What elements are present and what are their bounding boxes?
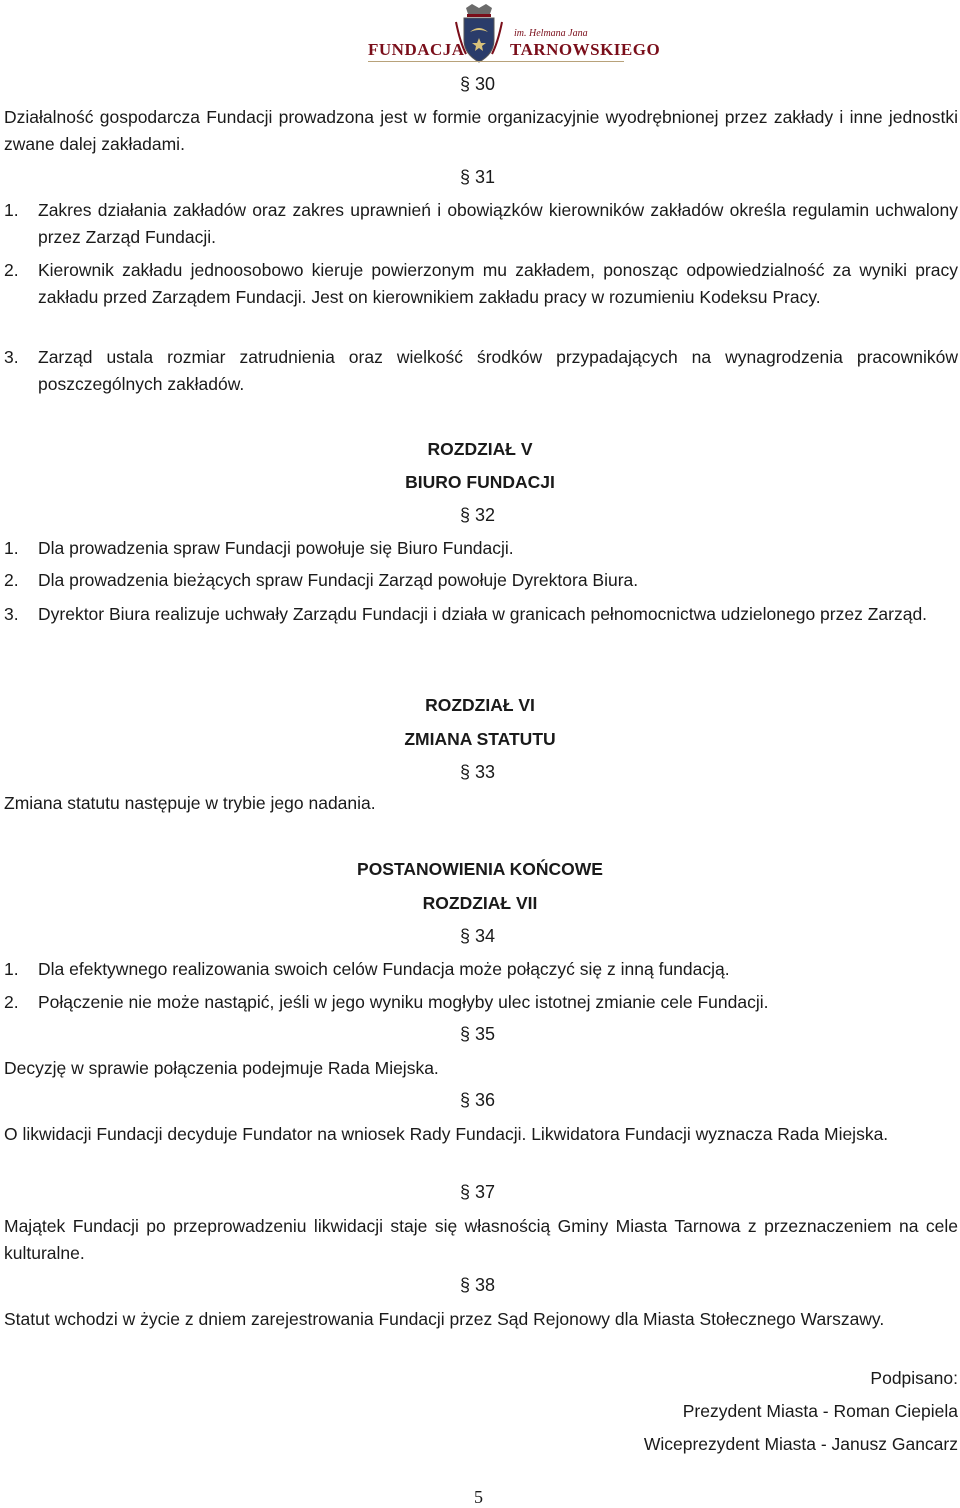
section-35-heading: § 35 xyxy=(460,1024,496,1044)
section-32-item-1 xyxy=(4,535,958,562)
section-37-heading: § 37 xyxy=(460,1182,496,1202)
logo-subtitle: im. Helmana Jana xyxy=(514,28,588,39)
signature-vice-president: Wiceprezydent Miasta - Janusz Gancarz xyxy=(643,1434,958,1454)
item-text: Zakres działania zakładów oraz zakres uprawnień i obowiązków kierowników zakładów określa regulamin uchwalony przez Zarząd Fundacji. xyxy=(38,200,958,247)
section-30-heading: § 30 xyxy=(460,74,496,94)
section-34-item-2 xyxy=(4,989,958,1016)
section-31-heading: § 31 xyxy=(460,167,496,187)
logo-fundacja-text: FUNDACJA xyxy=(368,40,465,59)
section-33-text: Zmiana statutu następuje w trybie jego nadania. xyxy=(4,793,376,813)
page-number: 5 xyxy=(474,1487,483,1507)
chapter-7-title: POSTANOWIENIA KOŃCOWE xyxy=(357,859,603,879)
section-32-item-3 xyxy=(4,601,958,628)
header xyxy=(0,0,960,70)
logo-divider xyxy=(368,61,624,62)
section-36-text: O likwidacji Fundacji decyduje Fundator na wniosek Rady Fundacji. Likwidatora Fundacji wyznacza Rada Miejska. xyxy=(4,1124,889,1144)
item-number: 2. xyxy=(4,570,19,590)
item-text: Kierownik zakładu jednoosobowo kieruje powierzonym mu zakładem, ponosząc odpowiedzialność za wyniki pracy zakładu przed Zarządem Fundacji. Jest on kierownikiem zakładu pracy w rozumieniu Kodeksu Pracy. xyxy=(38,260,958,307)
item-number: 3. xyxy=(4,604,19,624)
section-33-heading: § 33 xyxy=(460,762,496,782)
section-35-text: Decyzję w sprawie połączenia podejmuje Rada Miejska. xyxy=(4,1058,439,1078)
item-text: Zarząd ustala rozmiar zatrudnienia oraz wielkość środków przypadających na wynagrodzenia pracowników poszczególnych zakładów. xyxy=(38,347,958,394)
logo-tarnowskiego-text: TARNOWSKIEGO xyxy=(510,40,661,59)
item-number: 3. xyxy=(4,347,19,367)
item-text: Dla efektywnego realizowania swoich celów Fundacja może połączyć się z inną fundacją. xyxy=(38,959,730,979)
signature-president: Prezydent Miasta - Roman Ciepiela xyxy=(682,1401,958,1421)
item-number: 1. xyxy=(4,200,19,220)
item-number: 1. xyxy=(4,959,19,979)
chapter-6-subtitle: ZMIANA STATUTU xyxy=(404,729,556,749)
item-number: 2. xyxy=(4,992,19,1012)
chapter-5-subtitle: BIURO FUNDACJI xyxy=(405,472,555,492)
item-text: Dyrektor Biura realizuje uchwały Zarządu Fundacji i działa w granicach pełnomocnictwa udzielonego przez Zarząd. xyxy=(38,604,928,624)
section-32-item-2 xyxy=(4,567,958,594)
section-37-text: Majątek Fundacji po przeprowadzeniu likwidacji staje się własnością Gminy Miasta Tarnowa z przeznaczeniem na cele kulturalne. xyxy=(4,1216,958,1263)
section-31-item-3 xyxy=(4,344,958,398)
section-30-text: Działalność gospodarcza Fundacji prowadzona jest w formie organizacyjnie wyodrębnionej przez zakłady i inne jednostki zwane dalej zakładami. xyxy=(4,107,958,154)
item-number: 1. xyxy=(4,538,19,558)
section-38-heading: § 38 xyxy=(460,1275,496,1295)
section-31-item-2 xyxy=(4,257,958,311)
chapter-7-subtitle: ROZDZIAŁ VII xyxy=(422,893,538,913)
section-32-heading: § 32 xyxy=(460,505,496,525)
section-34-heading: § 34 xyxy=(460,926,496,946)
signed-label: Podpisano: xyxy=(870,1368,958,1388)
item-text: Dla prowadzenia spraw Fundacji powołuje się Biuro Fundacji. xyxy=(38,538,514,558)
chapter-6-title: ROZDZIAŁ VI xyxy=(425,695,535,715)
section-34-item-1 xyxy=(4,956,958,983)
item-text: Połączenie nie może nastąpić, jeśli w jego wyniku mogłyby ulec istotnej zmianie cele Fundacji. xyxy=(38,992,769,1012)
chapter-5-title: ROZDZIAŁ V xyxy=(427,439,533,459)
section-36-heading: § 36 xyxy=(460,1090,496,1110)
item-number: 2. xyxy=(4,260,19,280)
section-31-item-1 xyxy=(4,197,958,251)
item-text: Dla prowadzenia bieżących spraw Fundacji Zarząd powołuje Dyrektora Biura. xyxy=(38,570,639,590)
section-38-text: Statut wchodzi w życie z dniem zarejestrowania Fundacji przez Sąd Rejonowy dla Miasta Stołecznego Warszawy. xyxy=(4,1309,885,1329)
